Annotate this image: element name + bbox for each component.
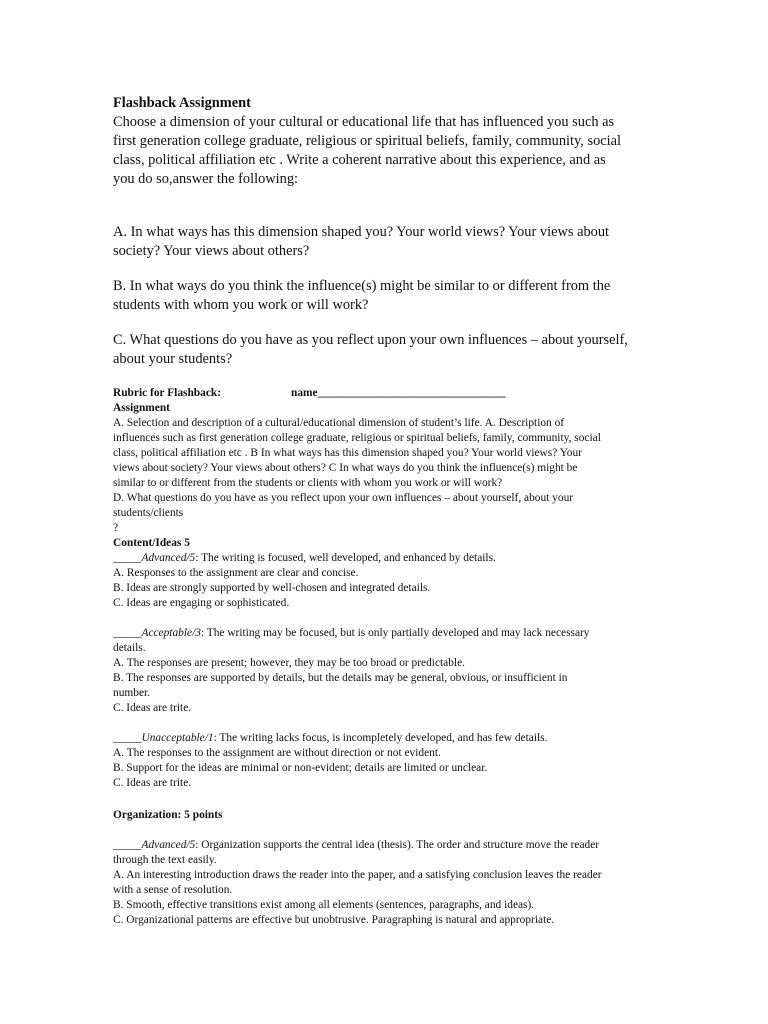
intro-line: first generation college graduate, religious or spiritual beliefs, family, community, social [113, 133, 622, 149]
level-description: : The writing may be focused, but is only partially developed and may lack necessary [200, 627, 590, 639]
assignment-heading: Assignment [113, 402, 170, 414]
score-blank: _____ [113, 732, 142, 744]
question-c [113, 331, 673, 369]
criterion-item: A. Responses to the assignment are clear and concise. [113, 567, 359, 579]
criterion-item: A. An interesting introduction draws the reader into the paper, and a satisfying conclusion leaves the reader [113, 869, 602, 881]
question-line: C. What questions do you have as you reflect upon your own influences – about yourself, [113, 332, 628, 348]
level-description: : Organization supports the central idea (thesis). The order and structure move the reader [195, 839, 600, 851]
criterion-item: B. Ideas are strongly supported by well-chosen and integrated details. [113, 582, 431, 594]
level-label: Advanced/5 [141, 552, 196, 564]
criterion-item: number. [113, 687, 151, 699]
content-ideas-heading: Content/Ideas 5 [113, 537, 190, 549]
level-description: : The writing lacks focus, is incompletely developed, and has few details. [213, 732, 548, 744]
assignment-line: D. What questions do you have as you reflect upon your own influences – about yourself, about your [113, 492, 574, 504]
name-blank: _________________________________ [317, 387, 506, 399]
criterion-line: through the text easily. [113, 854, 217, 866]
criterion-line: details. [113, 642, 146, 654]
criterion-item: B. Smooth, effective transitions exist among all elements (sentences, paragraphs, and ideas). [113, 899, 535, 911]
assignment-line: ? [113, 522, 119, 534]
level-label: Acceptable/3 [141, 627, 201, 639]
assignment-line: students/clients [113, 507, 184, 519]
criterion-item: with a sense of resolution. [113, 884, 233, 896]
criterion-item: C. Organizational patterns are effective but unobtrusive. Paragraphing is natural and appropriate. [113, 914, 555, 926]
question-b [113, 277, 673, 315]
criterion-line [113, 731, 673, 746]
assignment-line: views about society? Your views about others? C In what ways do you think the influence(s) might be [113, 462, 578, 474]
question-line: about your students? [113, 351, 233, 367]
assignment-line: A. Selection and description of a cultural/educational dimension of student’s life. A. Description of [113, 417, 565, 429]
organization-heading: Organization: 5 points [113, 809, 223, 821]
criterion-item: C. Ideas are engaging or sophisticated. [113, 597, 290, 609]
rubric-label: Rubric for Flashback: [113, 387, 222, 399]
level-description: : The writing is focused, well developed, and enhanced by details. [195, 552, 496, 564]
question-line: A. In what ways has this dimension shaped you? Your world views? Your views about [113, 224, 610, 240]
level-label: Unacceptable/1 [141, 732, 214, 744]
score-blank: _____ [113, 552, 142, 564]
document-page [113, 94, 673, 928]
document-title: Flashback Assignment [113, 95, 251, 111]
score-blank: _____ [113, 627, 142, 639]
criterion-item: C. Ideas are trite. [113, 777, 192, 789]
criterion-item: C. Ideas are trite. [113, 702, 192, 714]
intro-line: class, political affiliation etc . Write a coherent narrative about this experience, and as [113, 152, 606, 168]
criterion-line [113, 626, 673, 641]
score-blank: _____ [113, 839, 142, 851]
criterion-item: B. Support for the ideas are minimal or non-evident; details are limited or unclear. [113, 762, 488, 774]
criterion-item: A. The responses to the assignment are without direction or not evident. [113, 747, 441, 759]
criterion-line [113, 551, 673, 566]
level-label: Advanced/5 [141, 839, 196, 851]
question-line: students with whom you work or will work? [113, 297, 369, 313]
name-label: name [291, 387, 318, 399]
criterion-item: A. The responses are present; however, they may be too broad or predictable. [113, 657, 466, 669]
intro-line: Choose a dimension of your cultural or educational life that has influenced you such as [113, 114, 615, 130]
assignment-line: similar to or different from the students or clients with whom you work or will work? [113, 477, 503, 489]
question-a [113, 223, 673, 261]
question-line: B. In what ways do you think the influence(s) might be similar to or different from the [113, 278, 611, 294]
assignment-line: class, political affiliation etc . B In what ways has this dimension shaped you? Your world views? Your [113, 447, 582, 459]
criterion-line [113, 838, 673, 853]
intro-line: you do so,answer the following: [113, 171, 299, 187]
assignment-line: influences such as first generation college graduate, religious or spiritual beliefs, family, community, social [113, 432, 601, 444]
criterion-item: B. The responses are supported by details, but the details may be general, obvious, or insufficient in [113, 672, 568, 684]
rubric-header [113, 386, 673, 401]
question-line: society? Your views about others? [113, 243, 310, 259]
